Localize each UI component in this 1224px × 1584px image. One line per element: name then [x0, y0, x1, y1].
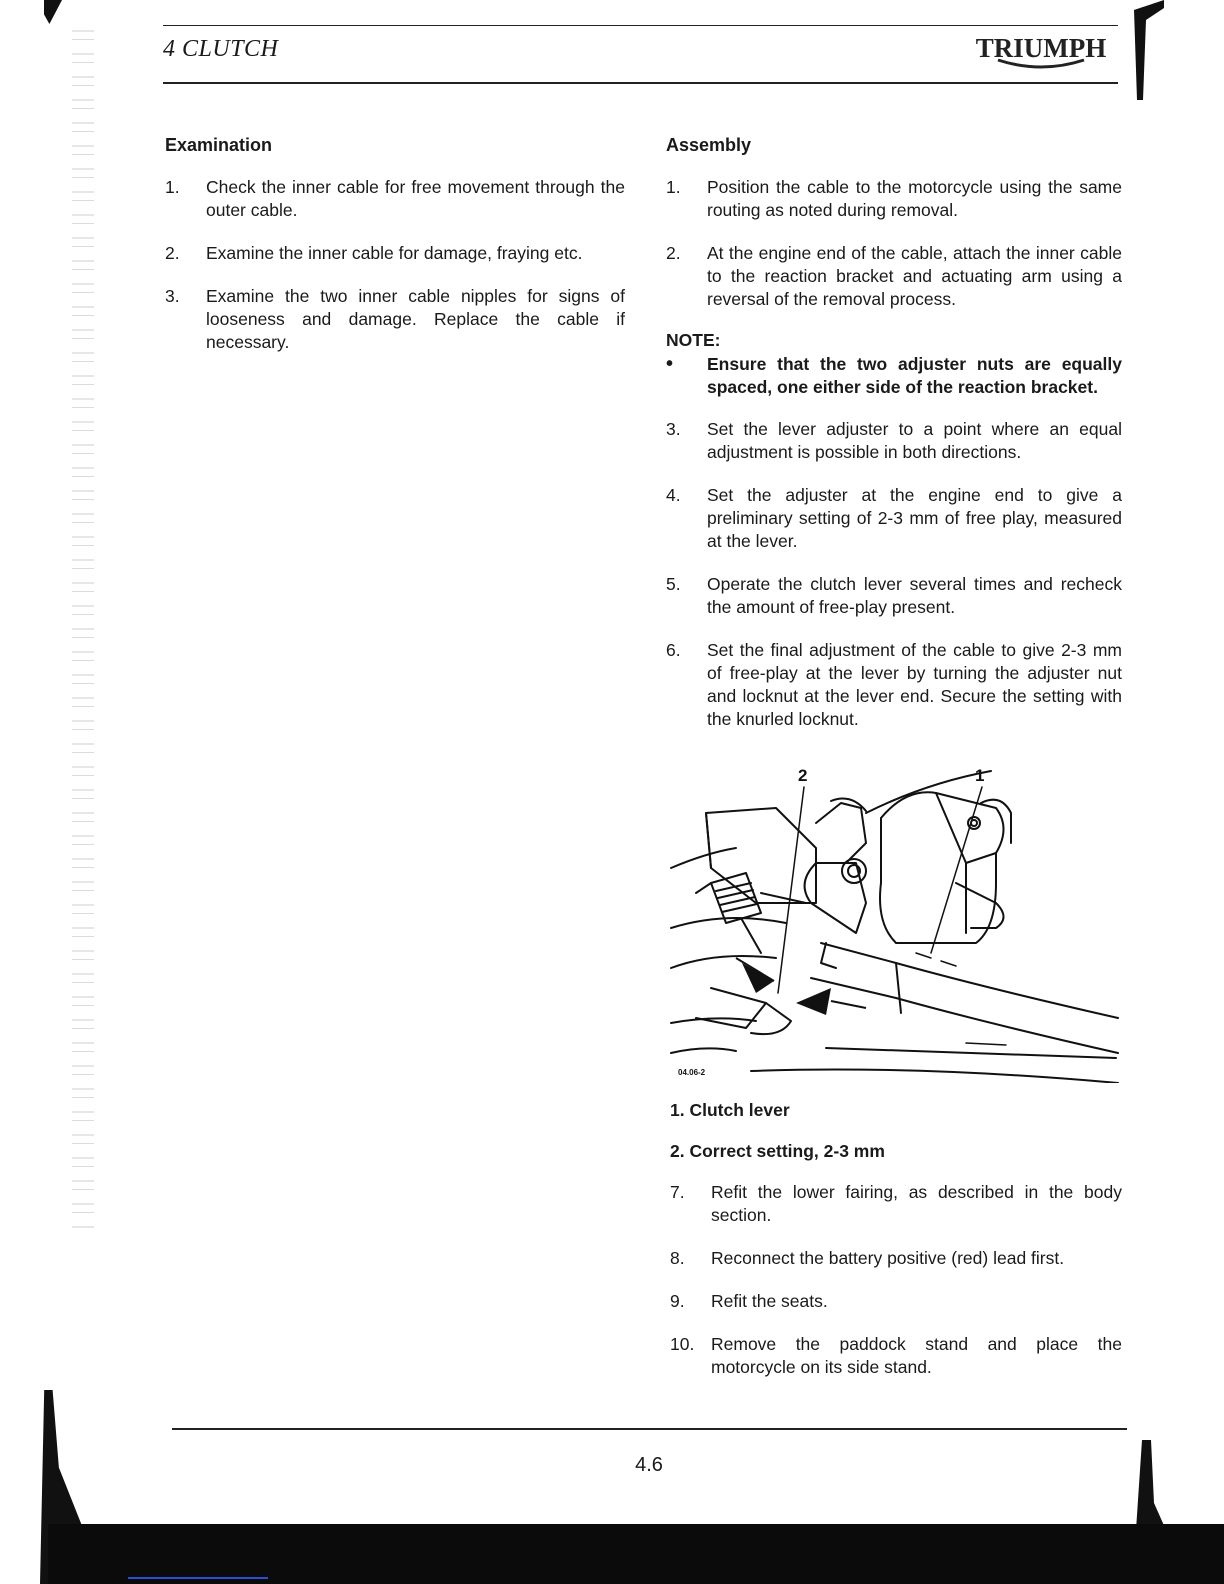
- examination-section: [165, 134, 625, 374]
- section-title: 4 CLUTCH: [163, 36, 279, 62]
- header-top-rule: [163, 25, 1118, 26]
- item-number: 10.: [670, 1334, 695, 1354]
- item-text: Operate the clutch lever several times and recheck the amount of free-play present.: [707, 574, 1122, 617]
- footer-rule: [172, 1428, 1127, 1430]
- note-text: Ensure that the two adjuster nuts are equally spaced, one either side of the reaction bracket.: [707, 354, 1122, 397]
- bullet-dot-icon: •: [666, 353, 674, 375]
- item-text: Refit the lower fairing, as described in the body section.: [711, 1182, 1122, 1225]
- item-text: Position the cable to the motorcycle using the same routing as noted during removal.: [707, 177, 1122, 220]
- item-number: 9.: [670, 1291, 685, 1311]
- assembly-heading: Assembly: [666, 135, 752, 155]
- item-text: At the engine end of the cable, attach the inner cable to the reaction bracket and actuating arm using a reversal of the removal process.: [707, 243, 1122, 309]
- triumph-logo: [968, 30, 1114, 70]
- list-item: [670, 1181, 1122, 1227]
- item-number: 1.: [666, 177, 681, 197]
- callout-2: 2: [798, 766, 808, 785]
- right-arrow-icon: [796, 988, 831, 1015]
- item-number: 2.: [666, 243, 681, 263]
- list-item: [165, 176, 625, 222]
- examination-heading: Examination: [165, 135, 273, 155]
- list-item: [666, 484, 1122, 553]
- figure-caption-2: 2. Correct setting, 2-3 mm: [670, 1141, 885, 1161]
- item-text: Examine the inner cable for damage, fraying etc.: [206, 243, 583, 263]
- assembly-section: [666, 134, 1122, 1399]
- scan-binding-noise: [72, 30, 94, 1230]
- item-text: Set the final adjustment of the cable to give 2-3 mm of free-play at the lever by turning the adjuster nut and locknut at the lever end. Secure the setting with the knurled locknut.: [707, 640, 1122, 729]
- page-number: 4.6: [635, 1454, 663, 1476]
- item-text: Set the lever adjuster to a point where an equal adjustment is possible in both directions.: [707, 419, 1122, 462]
- item-number: 5.: [666, 574, 681, 594]
- scan-edge-shadow-right: [1124, 0, 1224, 1584]
- item-number: 7.: [670, 1182, 685, 1202]
- scan-bottom-band: [48, 1524, 1224, 1584]
- list-item: [666, 242, 1122, 311]
- item-number: 2.: [165, 243, 180, 263]
- list-item: [666, 573, 1122, 619]
- scan-margin: [0, 0, 48, 1584]
- list-item: [666, 418, 1122, 464]
- item-number: 3.: [165, 286, 180, 306]
- item-text: Remove the paddock stand and place the motorcycle on its side stand.: [711, 1334, 1122, 1377]
- list-item: [670, 1247, 1122, 1270]
- item-text: Check the inner cable for free movement through the outer cable.: [206, 177, 625, 220]
- item-number: 3.: [666, 419, 681, 439]
- figure-caption-1: 1. Clutch lever: [670, 1100, 790, 1120]
- list-item: [165, 285, 625, 354]
- note-bullet: [666, 353, 1122, 399]
- item-text: Refit the seats.: [711, 1291, 828, 1311]
- item-number: 8.: [670, 1248, 685, 1268]
- scan-underline-mark: [128, 1577, 268, 1579]
- figure-id: 04.06-2: [678, 1068, 706, 1077]
- item-text: Reconnect the battery positive (red) lead first.: [711, 1248, 1065, 1268]
- list-item: [165, 242, 625, 265]
- item-text: Set the adjuster at the engine end to give a preliminary setting of 2-3 mm of free play, measured at the lever.: [707, 485, 1122, 551]
- list-item: [670, 1333, 1122, 1379]
- clutch-lever-diagram: [666, 753, 1122, 1083]
- item-number: 1.: [165, 177, 180, 197]
- note-label: NOTE:: [666, 330, 721, 350]
- list-item: [666, 176, 1122, 222]
- item-text: Examine the two inner cable nipples for signs of looseness and damage. Replace the cable if necessary.: [206, 286, 625, 352]
- item-number: 6.: [666, 640, 681, 660]
- header-bottom-rule: [163, 82, 1118, 84]
- item-number: 4.: [666, 485, 681, 505]
- brand-wordmark: TRIUMPH: [975, 33, 1107, 63]
- list-item: [666, 639, 1122, 731]
- list-item: [670, 1290, 1122, 1313]
- callout-1: 1: [975, 766, 985, 785]
